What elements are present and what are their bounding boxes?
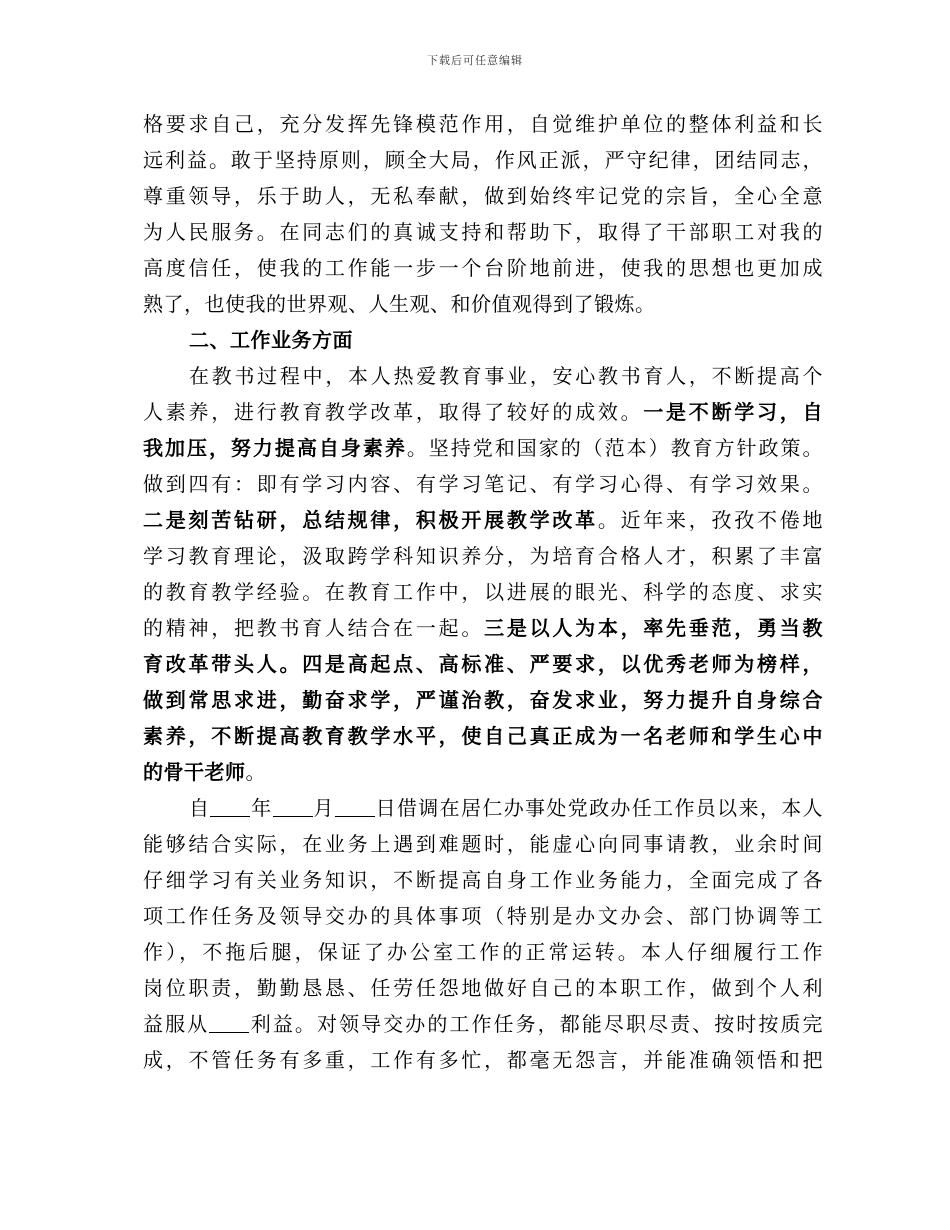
text-line: 项工作任务及领导交办的具体事项（特别是办文办会、部门协调等工 [143, 904, 823, 928]
bold-run: 二是刻苦钻研，总结规律，积极开展教学改革 [143, 508, 598, 532]
text-run: 日借调在居仁办事处党政办任工作员以来，本人 [374, 796, 824, 820]
text-run: 人素养，进行教育教学改革，取得了较好的成效。 [143, 400, 644, 424]
page-header: 下载后可任意编辑 [427, 54, 523, 67]
text-line: 能够结合实际，在业务上遇到难题时，能虚心向同事请教，业余时间 [143, 832, 823, 856]
text-line: 高度信任，使我的工作能一步一个台阶地前进，使我的思想也更加成 [143, 256, 823, 280]
text-run: 的精神，把教书育人结合在一起。 [143, 616, 485, 640]
text-line [143, 790, 823, 826]
bold-run: 三是以人为本，率先垂范，勇当教 [484, 616, 824, 640]
text-line [143, 1006, 823, 1042]
text-run: 益服从 [143, 1012, 210, 1036]
text-line: 尊重领导，乐于助人，无私奉献，做到始终牢记党的宗旨，全心全意 [143, 184, 823, 208]
text-line [143, 502, 823, 538]
fill-blank [273, 794, 313, 817]
text-line: 仔细学习有关业务知识，不断提高自身工作业务能力，全面完成了各 [143, 868, 823, 892]
text-run: 自 [189, 796, 211, 820]
text-line: 熟了，也使我的世界观、人生观、和价值观得到了锻炼。 [143, 292, 656, 316]
text-line: 育改革带头人。四是高起点、高标准、严要求，以优秀老师为榜样， [143, 652, 823, 676]
text-run: 利益。对领导交办的工作任务，都能尽职尽责、按时按质完 [249, 1012, 824, 1036]
text-run: 月 [312, 796, 335, 820]
text-run: 。 [245, 760, 266, 784]
section-heading: 二、工作业务方面 [189, 328, 353, 352]
text-run: 年 [250, 796, 273, 820]
bold-run: 一是不断学习，自 [643, 400, 824, 424]
text-line: 为人民服务。在同志们的真诚支持和帮助下，取得了干部职工对我的 [143, 220, 823, 244]
fill-blank [210, 794, 250, 817]
text-line: 的教育教学经验。在教育工作中，以进展的眼光、科学的态度、求实 [143, 580, 823, 604]
text-line: 学习教育理论，汲取跨学科知识养分，为培育合格人才，积累了丰富 [143, 544, 823, 568]
text-line: 在教书过程中，本人热爱教育事业，安心教书育人，不断提高个 [189, 364, 823, 388]
bold-run: 我加压，努力提高自身素养 [143, 436, 407, 460]
text-line: 远利益。敢于坚持原则，顾全大局，作风正派，严守纪律，团结同志， [143, 148, 823, 172]
fill-blank [209, 1010, 249, 1033]
text-line [143, 394, 823, 430]
fill-blank [335, 794, 375, 817]
text-line [143, 754, 823, 790]
text-line: 成，不管任务有多重，工作有多忙，都毫无怨言，并能准确领悟和把 [143, 1048, 823, 1072]
text-line: 格要求自己，充分发挥先锋模范作用，自觉维护单位的整体利益和长 [143, 112, 823, 136]
text-line [143, 430, 823, 466]
document-body [143, 106, 823, 1078]
text-line: 做到常思求进，勤奋求学，严谨治教，奋发求业，努力提升自身综合 [143, 688, 823, 712]
text-line: 做到四有：即有学习内容、有学习笔记、有学习心得、有学习效果。 [143, 472, 823, 496]
text-line: 作），不拖后腿，保证了办公室工作的正常运转。本人仔细履行工作 [143, 940, 823, 964]
text-line: 素养，不断提高教育教学水平，使自己真正成为一名老师和学生心中 [143, 724, 823, 748]
text-run: 。坚持党和国家的（范本）教育方针政策。 [406, 436, 824, 460]
text-line: 岗位职责，勤勤恳恳、任劳任怨地做好自己的本职工作，做到个人利 [143, 976, 823, 1000]
bold-run: 的骨干老师 [143, 760, 246, 784]
text-line [143, 610, 823, 646]
text-run: 。近年来，孜孜不倦地 [597, 508, 824, 532]
